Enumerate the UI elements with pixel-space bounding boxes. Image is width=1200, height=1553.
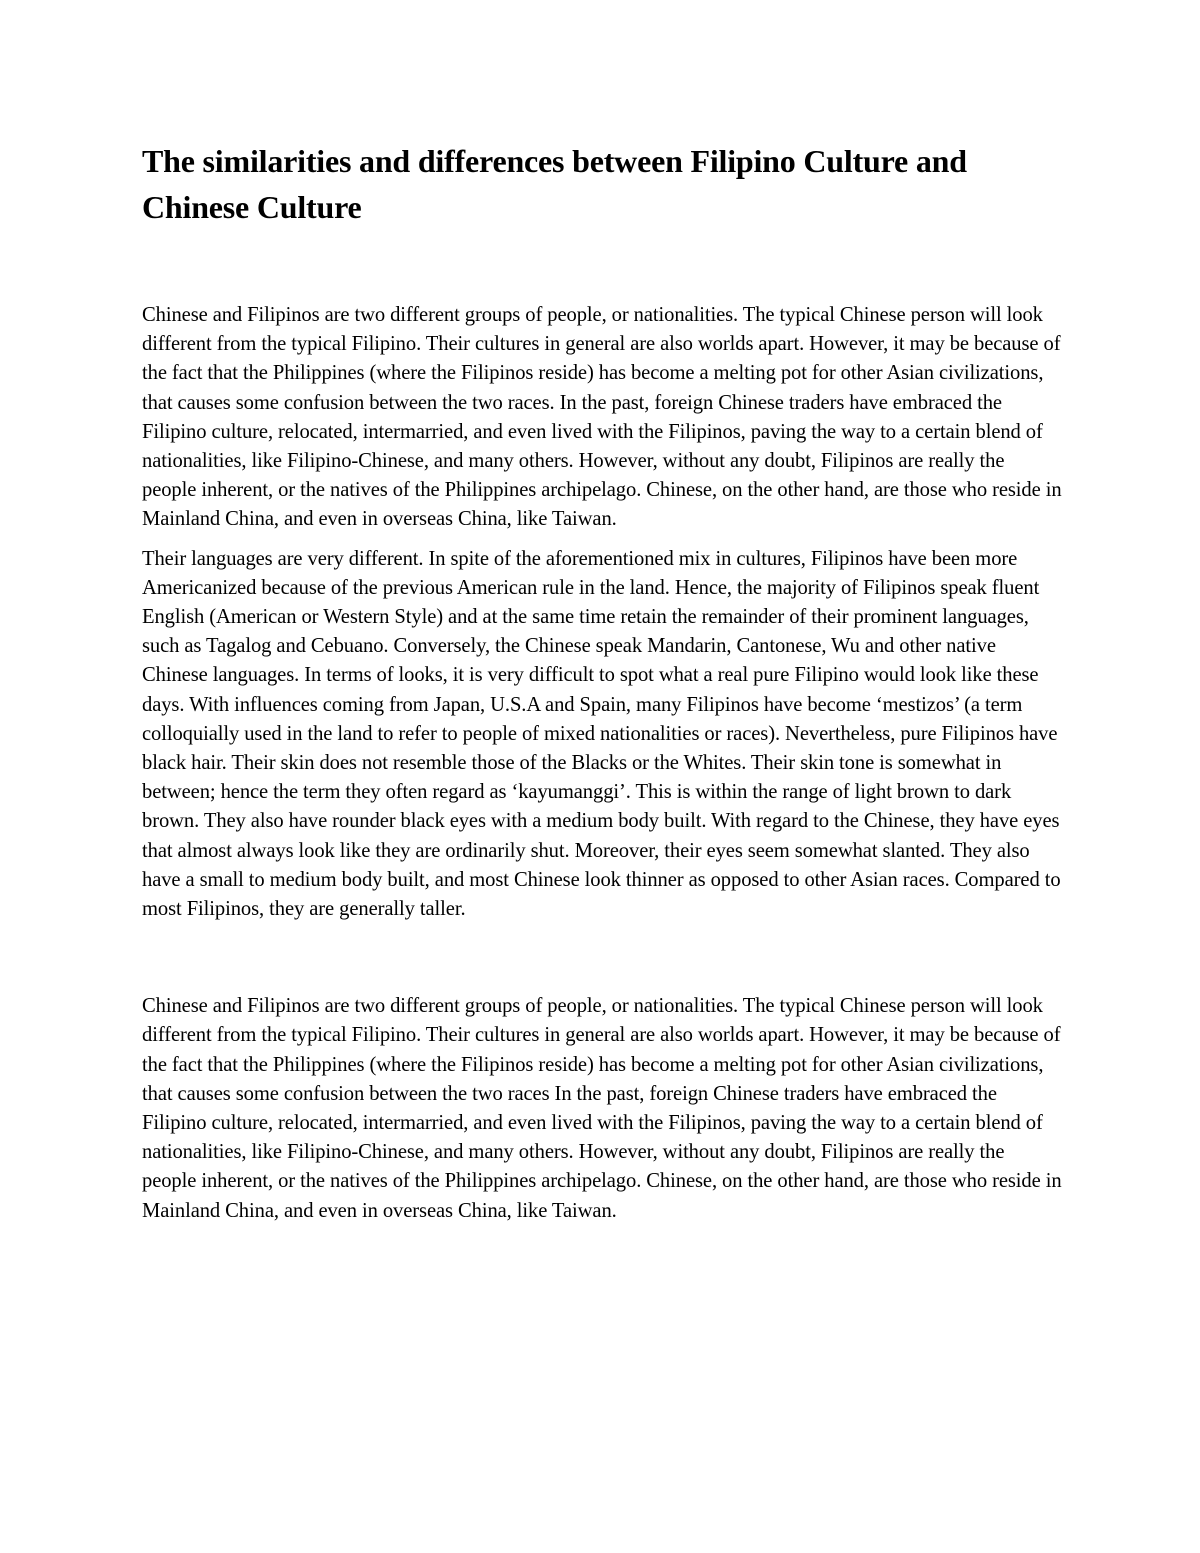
paragraph-intro: Chinese and Filipinos are two different groups of people, or nationalities. The typical Chinese person will look different from the typical Filipino. Their cultures in general are also worlds apart. However, it may be because of the fact that the Philippines (where the Filipinos reside) has become a melting pot for other Asian civilizations, that causes some confusion between the two races. In the past, foreign Chinese traders have embraced the Filipino culture, relocated, intermarried, and even lived with the Filipinos, paving the way to a certain blend of nationalities, like Filipino-Chinese, and many others. However, without any doubt, Filipinos are really the people inherent, or the natives of the Philippines archipelago. Chinese, on the other hand, are those who reside in Mainland China, and even in overseas China, like Taiwan. [142, 304, 1062, 531]
document-body [142, 138, 1062, 1226]
paragraph-languages-and-looks: Their languages are very different. In spite of the aforementioned mix in cultures, Filipinos have been more Americanized because of the previous American rule in the land. Hence, the majority of Filipinos speak fluent English (American or Western Style) and at the same time retain the remainder of their prominent languages, such as Tagalog and Cebuano. Conversely, the Chinese speak Mandarin, Cantonese, Wu and other native Chinese languages. In terms of looks, it is very difficult to spot what a real pure Filipino would look like these days. With influences coming from Japan, U.S.A and Spain, many Filipinos have become ‘mestizos’ (a term colloquially used in the land to refer to people of mixed nationalities or races). Nevertheless, pure Filipinos have black hair. Their skin does not resemble those of the Blacks or the Whites. Their skin tone is somewhat in between; hence the term they often regard as ‘kayumanggi’. This is within the range of light brown to dark brown. They also have rounder black eyes with a medium body built. With regard to the Chinese, they have eyes that almost always look like they are ordinarily shut. Moreover, their eyes seem somewhat slanted. They also have a small to medium body built, and most Chinese look thinner as opposed to other Asian races. Compared to most Filipinos, they are generally taller. [142, 547, 1061, 921]
paragraph-intro-repeated: Chinese and Filipinos are two different groups of people, or nationalities. The typical Chinese person will look different from the typical Filipino. Their cultures in general are also worlds apart. However, it may be because of the fact that the Philippines (where the Filipinos reside) has become a melting pot for other Asian civilizations, that causes some confusion between the two races In the past, foreign Chinese traders have embraced the Filipino culture, relocated, intermarried, and even lived with the Filipinos, paving the way to a certain blend of nationalities, like Filipino-Chinese, and many others. However, without any doubt, Filipinos are really the people inherent, or the natives of the Philippines archipelago. Chinese, on the other hand, are those who reside in Mainland China, and even in overseas China, like Taiwan. [142, 995, 1062, 1222]
document-title: The similarities and differences between Filipino Culture and Chinese Culture [142, 143, 967, 225]
